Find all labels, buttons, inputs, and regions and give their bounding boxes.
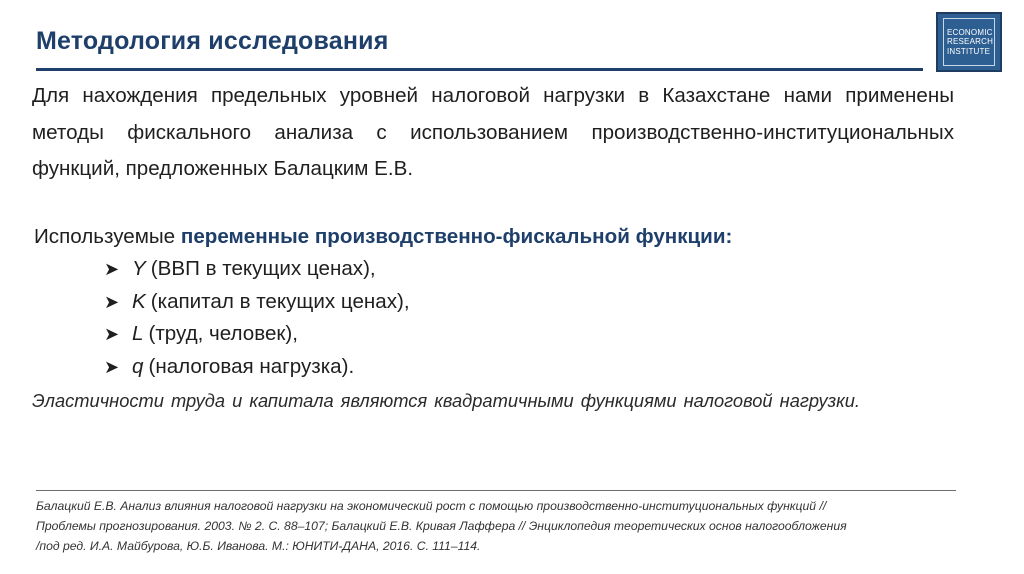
arrow-bullet-icon: ➤ [104, 291, 120, 312]
logo-line: ECONOMIC [947, 27, 993, 37]
list-item [104, 351, 410, 384]
list-item [104, 318, 410, 351]
economic-research-institute-logo [936, 12, 1002, 72]
arrow-bullet-icon: ➤ [104, 324, 120, 344]
variable-description: (труд, человек), [148, 322, 299, 345]
variable-symbol: K [132, 289, 146, 313]
footnote-line: Балацкий Е.В. Анализ влияния налоговой нагрузки на экономический рост с помощью производственно-институциональных функций // [36, 499, 827, 513]
list-item [104, 253, 410, 286]
variables-heading-lead: Используемые [34, 225, 176, 248]
variable-description: (налоговая нагрузка). [148, 354, 355, 378]
logo-frame [943, 18, 995, 66]
variable-description: (капитал в текущих ценах), [150, 289, 410, 313]
footnote [36, 496, 966, 556]
variables-list [104, 253, 410, 383]
list-item [104, 286, 410, 319]
variable-symbol: L [132, 322, 144, 345]
variables-heading-highlight: переменные производственно-фискальной функции: [180, 225, 733, 248]
logo-line: RESEARCH [947, 37, 994, 47]
variable-symbol: Y [132, 257, 146, 280]
variable-description: (ВВП в текущих ценах), [150, 257, 376, 280]
elasticity-note: Эластичности труда и капитала являются квадратичными функциями налоговой нагрузки. [32, 390, 860, 411]
page-title: Методология исследования [36, 27, 389, 55]
title-underline [36, 68, 923, 71]
footnote-line: Проблемы прогнозирования. 2003. № 2. С. 88–107; Балацкий Е.В. Кривая Лаффера // Энциклопедия теоретических основ налогообложения [36, 519, 847, 533]
arrow-bullet-icon: ➤ [104, 356, 120, 377]
intro-paragraph: Для нахождения предельных уровней налоговой нагрузки в Казахстане нами применены методы фискального анализа с использованием производственно-институциональных функций, предложенных Балацким Е.В. [32, 84, 954, 180]
arrow-bullet-icon: ➤ [104, 259, 120, 279]
footnote-line: /под ред. И.А. Майбурова, Ю.Б. Иванова. М.: ЮНИТИ-ДАНА, 2016. С. 111–114. [36, 539, 481, 553]
variables-heading [34, 224, 732, 250]
footnote-divider [36, 490, 956, 491]
variable-symbol: q [132, 354, 144, 378]
logo-line: INSTITUTE [947, 46, 991, 56]
